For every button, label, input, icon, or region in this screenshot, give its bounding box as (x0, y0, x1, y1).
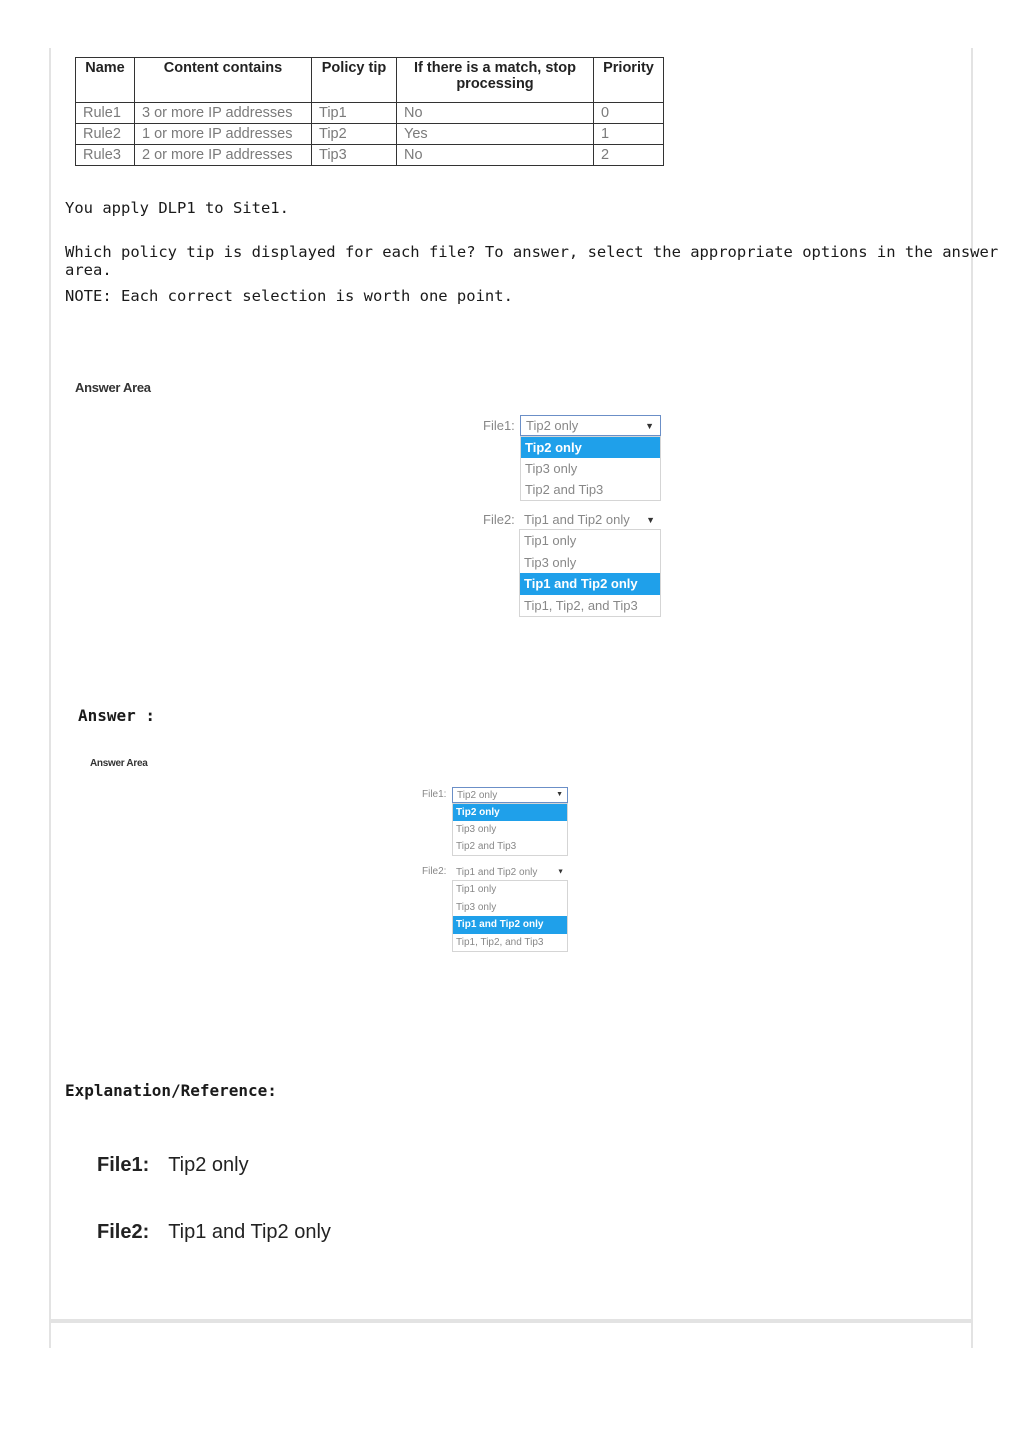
dlp-rules-table (75, 57, 664, 166)
file2-label: File2: (422, 866, 447, 877)
column-header: If there is a match, stop processing (397, 58, 594, 103)
table-cell: 1 or more IP addresses (135, 124, 312, 145)
file1-option[interactable]: Tip2 and Tip3 (456, 841, 517, 852)
answer-heading: Answer : (78, 706, 156, 725)
table-row (76, 103, 664, 124)
file1-option[interactable]: Tip2 only (521, 437, 660, 458)
table-cell: Yes (397, 124, 594, 145)
explanation-file-value: Tip1 and Tip2 only (168, 1221, 331, 1243)
file1-select[interactable] (452, 787, 568, 803)
column-header: Priority (594, 58, 664, 103)
page-border-left (49, 48, 51, 1348)
file1-option[interactable]: Tip3 only (525, 461, 578, 476)
chevron-down-icon: ▼ (557, 868, 564, 876)
note-text: NOTE: Each correct selection is worth one point. (65, 287, 513, 305)
table-cell: Rule3 (76, 145, 135, 166)
file1-select[interactable] (520, 415, 661, 436)
table-cell: 1 (594, 124, 664, 145)
file1-label: File1: (422, 789, 447, 800)
table-cell: Rule1 (76, 103, 135, 124)
file1-label: File1: (483, 418, 515, 433)
table-cell: 3 or more IP addresses (135, 103, 312, 124)
table-cell: 2 or more IP addresses (135, 145, 312, 166)
file2-option[interactable]: Tip1 and Tip2 only (520, 573, 660, 595)
explanation-file-label: File1: (97, 1154, 150, 1176)
table-row (76, 124, 664, 145)
answer-area-label: Answer Area (75, 380, 151, 395)
table-cell: Tip2 (312, 124, 397, 145)
table-cell: Tip3 (312, 145, 397, 166)
explanation-file2 (97, 1221, 331, 1244)
table-cell: 2 (594, 145, 664, 166)
file1-options-list (520, 436, 661, 501)
apply-statement: You apply DLP1 to Site1. (65, 199, 289, 217)
page-border-bottom (49, 1319, 973, 1323)
file1-option[interactable]: Tip3 only (456, 824, 497, 835)
column-header: Name (76, 58, 135, 103)
file2-selected-value: Tip1 and Tip2 only (456, 867, 538, 878)
table-header-row (76, 58, 664, 103)
file2-select[interactable] (519, 509, 661, 530)
table-row (76, 145, 664, 166)
file1-selected-value: Tip2 only (457, 790, 498, 801)
explanation-file-value: Tip2 only (168, 1154, 249, 1176)
column-header: Policy tip (312, 58, 397, 103)
file2-option[interactable]: Tip3 only (456, 901, 497, 913)
file2-options-list (452, 880, 568, 952)
file2-options-list (519, 529, 661, 617)
table-cell: Rule2 (76, 124, 135, 145)
table-cell: 0 (594, 103, 664, 124)
chevron-down-icon: ▼ (645, 420, 654, 431)
answer-area-label: Answer Area (90, 758, 148, 769)
table-cell: No (397, 103, 594, 124)
file2-option[interactable]: Tip1 and Tip2 only (453, 916, 567, 934)
table-cell: No (397, 145, 594, 166)
file1-option[interactable]: Tip2 only (453, 804, 567, 821)
chevron-down-icon: ▼ (556, 791, 563, 798)
chevron-down-icon: ▼ (646, 514, 655, 525)
file1-option[interactable]: Tip2 and Tip3 (525, 482, 604, 497)
explanation-file1 (97, 1154, 249, 1177)
file1-options-list (452, 803, 568, 856)
question-text: Which policy tip is displayed for each file? To answer, select the appropriate options in the answer area. (65, 243, 999, 279)
file2-option[interactable]: Tip1 only (456, 884, 497, 895)
table-cell: Tip1 (312, 103, 397, 124)
explanation-file-label: File2: (97, 1221, 150, 1243)
file2-option[interactable]: Tip1, Tip2, and Tip3 (524, 597, 638, 613)
file2-option[interactable]: Tip1, Tip2, and Tip3 (456, 936, 544, 948)
file2-option[interactable]: Tip1 only (524, 533, 577, 548)
file2-select[interactable] (452, 864, 568, 880)
file1-selected-value: Tip2 only (526, 418, 579, 433)
file2-option[interactable]: Tip3 only (524, 554, 577, 570)
file2-label: File2: (483, 512, 515, 527)
explanation-heading: Explanation/Reference: (65, 1081, 277, 1100)
file2-selected-value: Tip1 and Tip2 only (524, 512, 630, 527)
column-header: Content contains (135, 58, 312, 103)
